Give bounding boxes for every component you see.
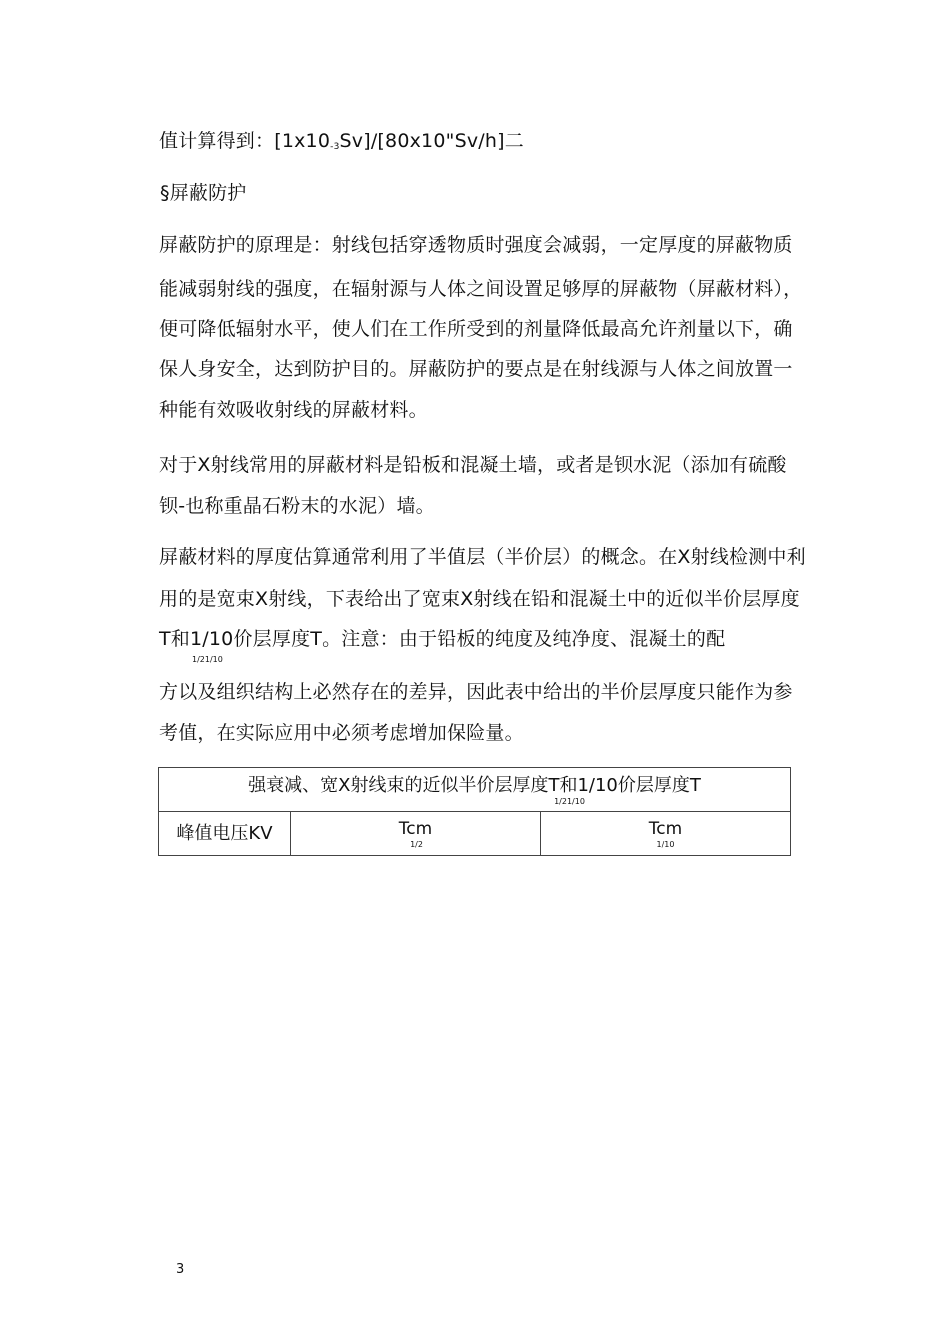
table-header-row xyxy=(159,812,791,856)
page-number: 3 xyxy=(176,1262,185,1277)
header-half-value-layer xyxy=(291,812,541,856)
header-tenth-value-subscript: 1/10 xyxy=(656,839,675,849)
header-peak-voltage xyxy=(159,812,291,856)
paragraph-3-line-4: 方以及组织结构上必然存在的差异，因此表中给出的半价层厚度只能作为参 xyxy=(159,681,793,703)
paragraph-3-line-1: 屏蔽材料的厚度估算通常利用了半值层（半价层）的概念。在X射线检测中利 xyxy=(159,546,806,568)
paragraph-2-line-1: 对于X射线常用的屏蔽材料是铅板和混凝土墙，或者是钡水泥（添加有硫酸 xyxy=(159,454,787,476)
table-title: 强衰减、宽X射线束的近似半价层厚度T和1/10价层厚度T xyxy=(248,775,701,796)
half-value-layer-table xyxy=(158,767,791,856)
header-tenth-value-label: Tcm xyxy=(648,818,683,839)
header-half-value-subscript: 1/2 xyxy=(410,839,423,849)
header-half-value-label: Tcm xyxy=(398,818,433,839)
header-tenth-value-layer xyxy=(541,812,791,856)
paragraph-3-line-2: 用的是宽束X射线，下表给出了宽束X射线在铅和混凝土中的近似半价层厚度 xyxy=(159,588,800,610)
paragraph-3-subscript: 1/21/10 xyxy=(192,655,223,664)
paragraph-3-line-5: 考值，在实际应用中必须考虑增加保险量。 xyxy=(159,722,524,744)
table-title-subscript: 1/21/10 xyxy=(554,797,585,806)
paragraph-1-line-2: 能减弱射线的强度，在辐射源与人体之间设置足够厚的屏蔽物（屏蔽材料）， xyxy=(159,278,803,300)
paragraph-3-line-3: T和1/10价层厚度T。注意：由于铅板的纯度及纯净度、混凝土的配 xyxy=(159,628,726,650)
formula-prefix: 值计算得到：[1x10 xyxy=(159,130,331,152)
table-title-cell xyxy=(159,768,791,812)
table-title-row xyxy=(159,768,791,812)
formula-suffix: Sv]/[80x10"Sv/h]二 xyxy=(339,130,524,152)
formula-exponent: -3 xyxy=(330,142,340,152)
paragraph-1-line-4: 保人身安全，达到防护目的。屏蔽防护的要点是在射线源与人体之间放置一 xyxy=(159,358,793,380)
paragraph-1-line-5: 种能有效吸收射线的屏蔽材料。 xyxy=(159,399,428,421)
paragraph-1-line-1: 屏蔽防护的原理是：射线包括穿透物质时强度会减弱，一定厚度的屏蔽物质 xyxy=(159,234,793,256)
header-peak-voltage-label: 峰值电压KV xyxy=(176,822,273,844)
section-heading: §屏蔽防护 xyxy=(160,182,247,204)
formula-line xyxy=(159,129,524,159)
paragraph-1-line-3: 便可降低辐射水平，使人们在工作所受到的剂量降低最高允许剂量以下，确 xyxy=(159,318,793,340)
paragraph-2-line-2: 钡-也称重晶石粉末的水泥）墙。 xyxy=(159,495,435,517)
